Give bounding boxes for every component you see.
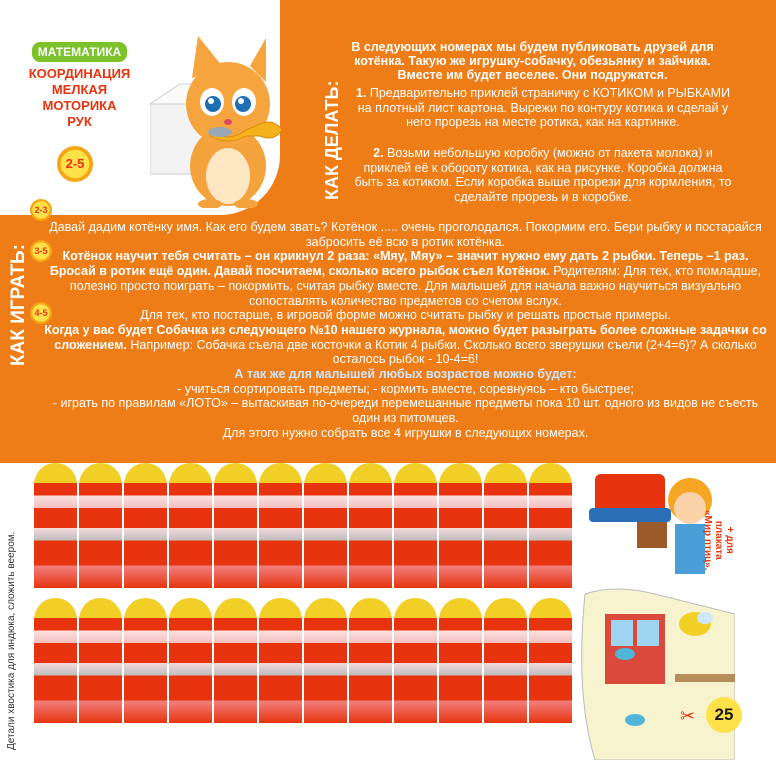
tail-feather-piece <box>348 598 393 723</box>
tail-feather-piece <box>123 463 168 588</box>
promo-line: «Мир птиц». <box>702 510 713 571</box>
tail-feather-piece <box>438 463 483 588</box>
skills-list <box>12 42 147 130</box>
tail-feather-piece <box>123 598 168 723</box>
skill-line: КООРДИНАЦИЯ <box>28 66 131 81</box>
step-2 <box>348 146 738 204</box>
subject-label: МАТЕМАТИКА <box>32 42 127 62</box>
tail-feather-piece <box>393 598 438 723</box>
age-sun-icon: 4-5 <box>30 302 52 324</box>
tail-feather-piece <box>528 463 573 588</box>
promo-line: плаката <box>713 520 724 560</box>
tail-feather-piece <box>348 463 393 588</box>
age-sun-icon: 3-5 <box>30 240 52 262</box>
bold-text: Котёнок научит тебя считать – он крикнул 2 раза: «Мяу, Мяу» – значит нужно ему дать 2 рыбки. Теперь –1 раз. Бросай в ротик ещё один. Давай посчитаем, сколько всего рыбок съел Котёнок. <box>49 249 749 279</box>
step-1 <box>348 86 738 130</box>
kitten-with-fish-illustration <box>150 26 285 208</box>
text: Родителям: Для тех, кто помладше, полезно просто поиграть – покормить, считая рыбку вместе. Для малышей для начала важно научиться визуально сопоставлять количество предметов со счетом вслух. <box>69 264 762 308</box>
text: Например: Собачка съела две косточки а Котик 4 рыбки. Сколько всего зверушки съели (2+4=6)? А сколько осталось рыбок - 10-4=6! <box>126 337 757 367</box>
scissors-icon: ✂ <box>680 706 696 726</box>
age-sun-icon: 2-5 <box>57 146 93 182</box>
tail-feather-piece <box>33 598 78 723</box>
tail-feather-piece <box>438 598 483 723</box>
intro-text: В следующих номерах мы будем публиковать друзей для котёнка. Такую же игрушку-собачку, обезьянку и зайчика. Вместе им будет веселее. Они подружатся. <box>351 40 714 82</box>
tail-feathers-row <box>33 463 578 588</box>
tail-feather-piece <box>258 598 303 723</box>
tail-feather-piece <box>528 598 573 723</box>
tail-feather-piece <box>303 463 348 588</box>
tail-feather-piece <box>78 463 123 588</box>
paragraph <box>38 249 773 308</box>
cut-instructions: Детали хвостика для индюка, сложить веером. <box>6 531 17 750</box>
tail-feather-piece <box>168 463 213 588</box>
tail-feather-piece <box>393 463 438 588</box>
skill-line: РУК <box>67 114 92 129</box>
topic-badge <box>0 0 280 215</box>
highlight-line: А так же для малышей любых возрастов можно будет: <box>234 367 577 382</box>
skill-line: МОТОРИКА <box>42 98 117 113</box>
skill-line: МЕЛКАЯ <box>51 82 108 97</box>
tail-feather-piece <box>213 463 258 588</box>
step-text: Возьми небольшую коробку (можно от пакета молока) и приклей её к обороту котика, как на рисунке. Коробка должна быть за котиком. Если коробка выше прорези для кормления, то сделайте прорезь и в коробке. <box>354 146 732 204</box>
paragraph: - играть по правилам «ЛОТО» – вытаскивая по-очереди перемешанные предметы пока 10 шт. одного из видов не съесть один из питомцев. <box>52 396 759 426</box>
tail-feather-piece <box>213 598 258 723</box>
step-number: 1. <box>355 86 367 100</box>
bold-text: Когда у вас будет Собачка из следующего №10 нашего журнала, можно будет разыграть более сложные задачки со сложением. <box>44 322 767 352</box>
tail-feather-piece <box>168 598 213 723</box>
step-text: Предварительно приклей страничку с КОТИКОМ и РЫБКАМИ на плотный лист картона. Вырежи по контуру котика и сделай у него прорезь на месте ротика, как на картинке. <box>357 86 731 129</box>
paragraph <box>38 323 773 367</box>
paragraph: Для тех, кто постарше, в игровой форме можно считать рыбку и решать простые примеры. <box>140 308 671 323</box>
step-number: 2. <box>373 146 384 160</box>
promo-note <box>702 510 735 571</box>
how-to-play-text <box>38 220 773 441</box>
tail-feather-piece <box>483 463 528 588</box>
paragraph: Давай дадим котёнку имя. Как его будем звать? Котёнок ..... очень проголодался. Покормим его. Бери рыбку и постарайся забросить её всю в ротик котёнка. <box>49 220 762 249</box>
page-number: 25 <box>706 697 742 733</box>
how-to-play-heading: КАК ИГРАТЬ: <box>8 244 29 366</box>
tail-feathers-row <box>33 598 578 723</box>
tail-feather-piece <box>78 598 123 723</box>
age-sun-icon: 2-3 <box>30 199 52 221</box>
tail-feather-piece <box>303 598 348 723</box>
tail-feather-piece <box>483 598 528 723</box>
paragraph: Для этого нужно собрать все 4 игрушки в следующих номерах. <box>222 425 589 440</box>
tail-feather-piece <box>33 463 78 588</box>
tail-feather-piece <box>258 463 303 588</box>
paragraph: - учиться сортировать предметы; - кормить вместе, соревнуясь – кто быстрее; <box>177 381 634 396</box>
how-to-do-heading: КАК ДЕЛАТЬ: <box>322 80 342 200</box>
promo-line: + для <box>724 526 735 554</box>
